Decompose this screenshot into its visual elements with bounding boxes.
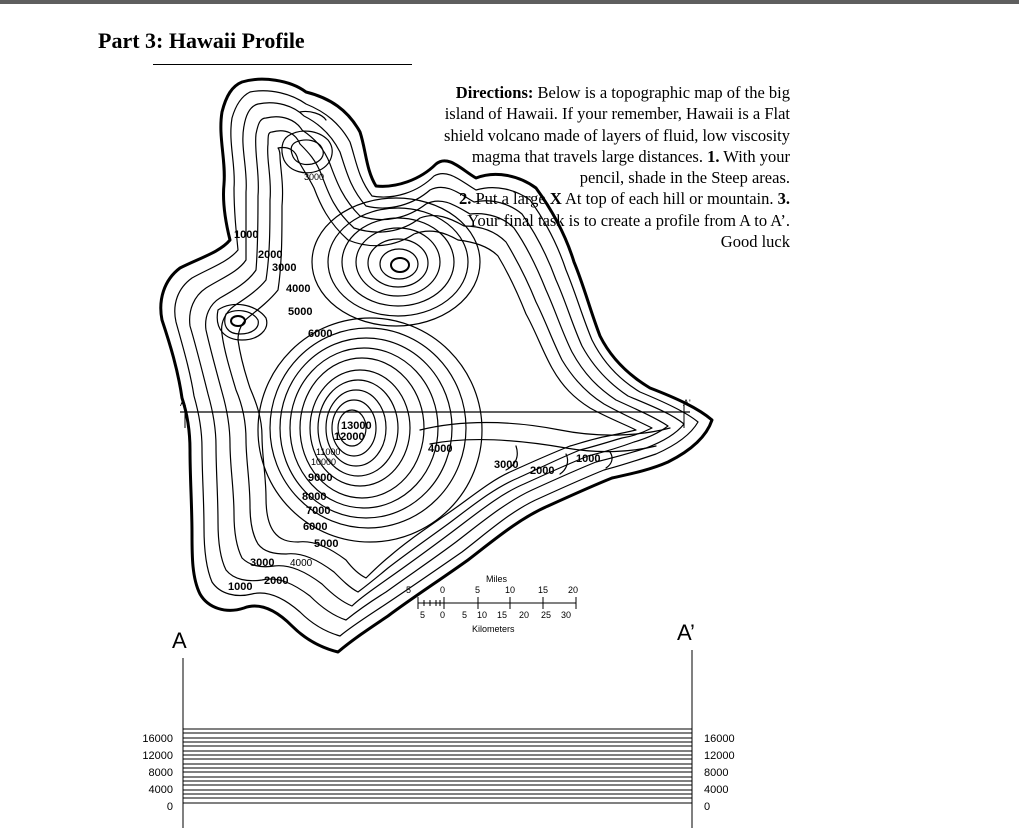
y-tick-right: 4000 bbox=[704, 784, 729, 796]
contour-label: 13000 bbox=[341, 420, 372, 432]
step2-text-a: Put a large bbox=[471, 189, 550, 209]
directions-heading: Directions: bbox=[455, 83, 534, 102]
y-tick-left: 16000 bbox=[142, 733, 173, 745]
page-title: Part 3: Hawaii Profile bbox=[98, 28, 305, 53]
line-label-a: A bbox=[180, 398, 187, 408]
contour-label: 3000 bbox=[494, 459, 519, 471]
contour-label: 7000 bbox=[306, 505, 331, 517]
profile-label-a: A bbox=[172, 628, 187, 653]
step2-x: X bbox=[549, 189, 562, 209]
contour-label: 1000 bbox=[228, 581, 253, 593]
scale-miles-tick: 5 bbox=[475, 585, 481, 595]
y-tick-left: 0 bbox=[166, 801, 173, 813]
profile-gridlines bbox=[183, 729, 692, 803]
y-tick-right: 8000 bbox=[704, 767, 729, 779]
scale-km-tick: 5 bbox=[462, 610, 468, 620]
contour-label: 3000 bbox=[250, 557, 275, 569]
scale-miles-tick: 5 bbox=[406, 585, 412, 595]
scale-km-tick: 15 bbox=[497, 610, 508, 620]
scale-km-tick: 20 bbox=[519, 610, 530, 620]
y-tick-left: 12000 bbox=[142, 750, 173, 762]
contour-label: 1000 bbox=[234, 229, 259, 241]
step3-number: 3. bbox=[777, 189, 790, 209]
line-label-a-prime: A' bbox=[683, 398, 691, 408]
contour-label: 3000 bbox=[272, 262, 297, 274]
step3-text: Your final task is to create a profile from A to A’. Good luck bbox=[467, 210, 790, 252]
y-tick-left: 8000 bbox=[148, 767, 173, 779]
scale-km-tick: 10 bbox=[477, 610, 488, 620]
step1-text: With your pencil, shade in the Steep areas. bbox=[579, 146, 790, 188]
contour-label: 4000 bbox=[286, 283, 311, 295]
contour-label: 9000 bbox=[308, 472, 333, 484]
y-tick-right: 12000 bbox=[704, 750, 735, 762]
contour-label: 3000 bbox=[304, 172, 325, 182]
scale-km-tick: 5 bbox=[420, 610, 426, 620]
contour-label: 5000 bbox=[314, 538, 339, 550]
scale-miles-tick: 20 bbox=[568, 585, 579, 595]
contour-label: 4000 bbox=[290, 558, 313, 569]
contour-label: 11000 bbox=[316, 447, 341, 457]
contour-label: 8000 bbox=[302, 491, 327, 503]
scale-miles-tick: 0 bbox=[440, 585, 446, 595]
contour-label: 2000 bbox=[258, 249, 283, 261]
contour-label: 6000 bbox=[303, 521, 328, 533]
step2-number: 2. bbox=[458, 189, 472, 209]
scale-km-title: Kilometers bbox=[472, 624, 515, 634]
contour-label: 2000 bbox=[530, 465, 555, 477]
scale-miles-tick: 10 bbox=[505, 585, 516, 595]
scale-miles-tick: 15 bbox=[538, 585, 549, 595]
contour-label: 2000 bbox=[264, 575, 289, 587]
directions-intro: Below is a topographic map of the big island of Hawaii. If your remember, Hawaii is a Flat shield volcano made of layers of fluid, low viscosity magma that travels large distances. bbox=[444, 83, 790, 166]
contour-label: 4000 bbox=[428, 443, 453, 455]
profile-label-a-prime: A’ bbox=[677, 620, 695, 645]
scale-km-tick: 25 bbox=[541, 610, 552, 620]
contour-label: 1000 bbox=[576, 453, 601, 465]
step1-number: 1. bbox=[707, 146, 720, 166]
y-tick-left: 4000 bbox=[148, 784, 173, 796]
step2-text-b: At top of each hill or mountain. bbox=[561, 189, 778, 209]
scale-km-tick: 0 bbox=[440, 610, 446, 620]
contour-label: 5000 bbox=[288, 306, 313, 318]
y-tick-right: 16000 bbox=[704, 733, 735, 745]
y-tick-right: 0 bbox=[704, 801, 711, 813]
contour-label: 6000 bbox=[308, 328, 333, 340]
contour-label: 12000 bbox=[334, 431, 365, 443]
scale-km-tick: 30 bbox=[561, 610, 572, 620]
scale-miles-title: Miles bbox=[486, 574, 508, 584]
contour-label: 10000 bbox=[311, 457, 337, 467]
